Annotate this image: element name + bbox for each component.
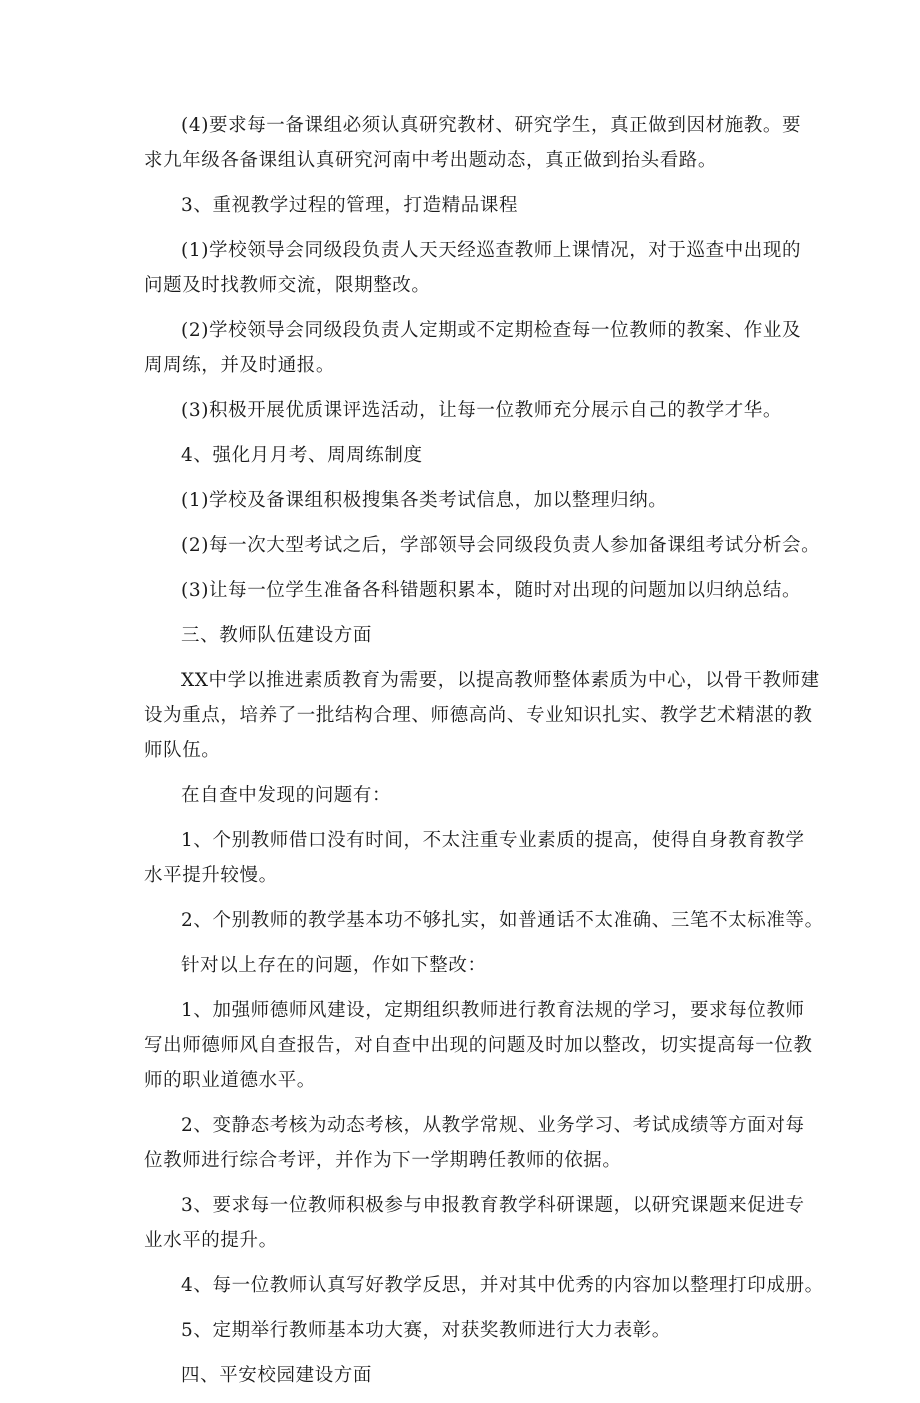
paragraph-rectify-1 — [144, 993, 813, 1098]
text-line: 业水平的提升。 — [144, 1230, 278, 1251]
paragraph-item-4-requirement — [144, 108, 804, 178]
text-line: 4、强化月月考、周周练制度 — [181, 445, 423, 466]
text-line: 设为重点，培养了一批结构合理、师德高尚、专业知识扎实、教学艺术精湛的教 — [144, 705, 813, 726]
text-line: 3、要求每一位教师积极参与申报教育教学科研课题，以研究课题来促进专 — [181, 1195, 805, 1216]
paragraph-rectify-5 — [144, 1313, 804, 1348]
text-line: 师队伍。 — [144, 740, 221, 761]
paragraph-item-3-1 — [144, 233, 804, 303]
text-line: (1)学校及备课组积极搜集各类考试信息，加以整理归纳。 — [181, 490, 668, 511]
paragraph-problems-intro — [144, 778, 804, 813]
text-line: 1、加强师德师风建设，定期组织教师进行教育法规的学习，要求每位教师 — [181, 1000, 805, 1021]
paragraph-item-3-3 — [144, 393, 804, 428]
text-line: 4、每一位教师认真写好教学反思，并对其中优秀的内容加以整理打印成册。 — [181, 1275, 824, 1296]
text-line: (3)积极开展优质课评选活动，让每一位教师充分展示自己的教学才华。 — [181, 400, 783, 421]
text-line: (1)学校领导会同级段负责人天天经巡查教师上课情况，对于巡查中出现的 — [181, 240, 802, 261]
section-heading-teacher-team — [144, 618, 804, 653]
text-line: 3、重视教学过程的管理，打造精品课程 — [181, 195, 519, 216]
text-line: (4)要求每一备课组必须认真研究教材、研究学生，真正做到因材施教。要 — [181, 115, 802, 136]
paragraph-rectify-4 — [144, 1268, 824, 1303]
text-line: 周周练，并及时通报。 — [144, 355, 336, 376]
section-heading-4 — [144, 438, 804, 473]
paragraph-item-4-1 — [144, 483, 804, 518]
paragraph-item-4-2 — [144, 528, 821, 563]
text-line: 四、平安校园建设方面 — [181, 1365, 373, 1386]
text-line: 三、教师队伍建设方面 — [181, 625, 373, 646]
paragraph-item-3-2 — [144, 313, 804, 383]
paragraph-problem-2 — [144, 903, 824, 938]
text-line: 师的职业道德水平。 — [144, 1070, 316, 1091]
paragraph-problem-1 — [144, 823, 804, 893]
section-heading-safe-campus — [144, 1358, 804, 1393]
paragraph-item-4-3 — [144, 573, 804, 608]
section-heading-3 — [144, 188, 804, 223]
text-line: (2)每一次大型考试之后，学部领导会同级段负责人参加备课组考试分析会。 — [181, 535, 821, 556]
paragraph-teacher-team-intro — [144, 663, 820, 768]
text-line: 问题及时找教师交流，限期整改。 — [144, 275, 431, 296]
paragraph-rectify-2 — [144, 1108, 804, 1178]
text-line: 位教师进行综合考评，并作为下一学期聘任教师的依据。 — [144, 1150, 622, 1171]
text-line: XX中学以推进素质教育为需要，以提高教师整体素质为中心，以骨干教师建 — [181, 670, 820, 691]
text-line: 水平提升较慢。 — [144, 865, 278, 886]
text-line: 5、定期举行教师基本功大赛，对获奖教师进行大力表彰。 — [181, 1320, 671, 1341]
text-line: (2)学校领导会同级段负责人定期或不定期检查每一位教师的教案、作业及 — [181, 320, 802, 341]
text-line: 在自查中发现的问题有： — [181, 785, 392, 806]
paragraph-rectify-intro — [144, 948, 804, 983]
text-line: 1、个别教师借口没有时间，不太注重专业素质的提高，使得自身教育教学 — [181, 830, 805, 851]
text-line: 求九年级各备课组认真研究河南中考出题动态，真正做到抬头看路。 — [144, 150, 718, 171]
text-line: 2、个别教师的教学基本功不够扎实，如普通话不太准确、三笔不太标准等。 — [181, 910, 824, 931]
text-line: 2、变静态考核为动态考核，从教学常规、业务学习、考试成绩等方面对每 — [181, 1115, 805, 1136]
text-line: (3)让每一位学生准备各科错题积累本，随时对出现的问题加以归纳总结。 — [181, 580, 802, 601]
text-line: 写出师德师风自查报告，对自查中出现的问题及时加以整改，切实提高每一位教 — [144, 1035, 813, 1056]
document-page — [144, 108, 824, 1403]
paragraph-rectify-3 — [144, 1188, 804, 1258]
text-line: 针对以上存在的问题，作如下整改： — [181, 955, 487, 976]
